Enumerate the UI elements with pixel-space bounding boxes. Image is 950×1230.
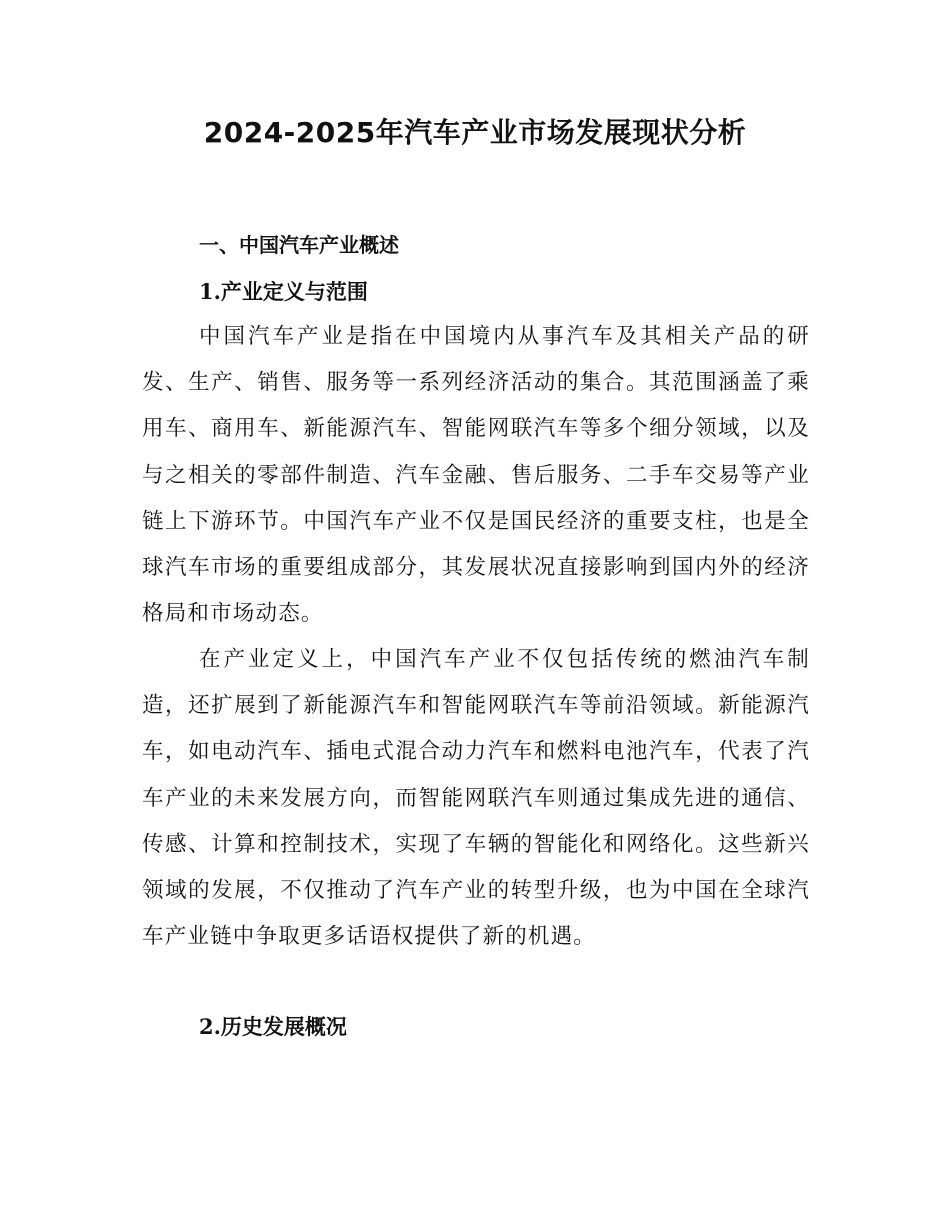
section-heading: 一、中国汽车产业概述: [199, 233, 399, 257]
subsection-heading-definition: 1.产业定义与范围: [199, 279, 368, 304]
paragraph: 在产业定义上，中国汽车产业不仅包括传统的燃油汽车制造，还扩展到了新能源汽车和智能网联汽车等前沿领域。新能源汽车，如电动汽车、插电式混合动力汽车和燃料电池汽车，代表了汽车产业的未来发展方向，而智能网联汽车则通过集成先进的通信、传感、计算和控制技术，实现了车辆的智能化和网络化。这些新兴领域的发展，不仅推动了汽车产业的转型升级，也为中国在全球汽车产业链中争取更多话语权提供了新的机遇。: [142, 647, 810, 950]
subsection-heading-history: 2.历史发展概况: [199, 1014, 347, 1039]
document-title: 2024-2025年汽车产业市场发展现状分析: [203, 116, 747, 149]
paragraph: 中国汽车产业是指在中国境内从事汽车及其相关产品的研发、生产、销售、服务等一系列经济活动的集合。其范围涵盖了乘用车、商用车、新能源汽车、智能网联汽车等多个细分领域，以及与之相关的零部件制造、汽车金融、售后服务、二手车交易等产业链上下游环节。中国汽车产业不仅是国民经济的重要支柱，也是全球汽车市场的重要组成部分，其发展状况直接影响到国内外的经济格局和市场动态。: [142, 324, 810, 627]
